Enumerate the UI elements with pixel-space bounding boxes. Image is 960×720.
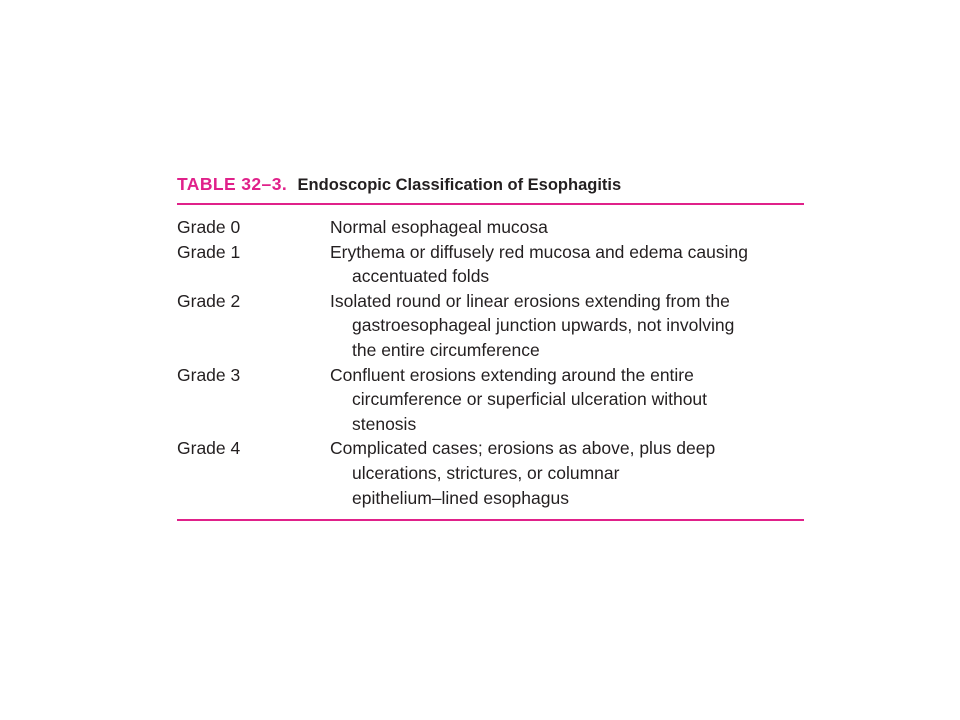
grade-cell: Grade 2 — [177, 290, 241, 311]
description-line: Erythema or diffusely red mucosa and edema causing — [330, 241, 748, 262]
table-label: TABLE 32–3. — [177, 174, 288, 194]
description-line: the entire circumference — [352, 339, 540, 360]
grade-cell: Grade 1 — [177, 241, 241, 262]
table-row — [177, 363, 804, 437]
table-body — [177, 205, 804, 519]
table-title: Endoscopic Classification of Esophagitis — [297, 176, 622, 194]
description-cell — [330, 240, 804, 289]
table-row — [177, 240, 804, 289]
description-cell — [330, 215, 804, 240]
grade-cell: Grade 3 — [177, 364, 241, 385]
description-line: Normal esophageal mucosa — [330, 217, 548, 237]
description-line: Isolated round or linear erosions extending from the — [330, 290, 730, 311]
description-line: ulcerations, strictures, or columnar — [352, 462, 620, 483]
table-row — [177, 215, 804, 240]
bottom-rule — [177, 519, 804, 521]
description-line: gastroesophageal junction upwards, not involving — [352, 315, 735, 336]
description-line: circumference or superficial ulceration without — [352, 389, 708, 410]
description-cell — [330, 289, 804, 363]
description-line: epithelium–lined esophagus — [352, 487, 569, 508]
description-cell — [330, 436, 804, 510]
table-caption — [177, 170, 804, 203]
description-line: Complicated cases; erosions as above, plus deep — [330, 438, 716, 459]
description-line: Confluent erosions extending around the entire — [330, 364, 694, 385]
classification-table — [177, 170, 804, 521]
description-line: stenosis — [352, 413, 417, 434]
table-row — [177, 436, 804, 510]
grade-cell: Grade 0 — [177, 217, 241, 237]
description-line: accentuated folds — [352, 266, 490, 287]
table-row — [177, 289, 804, 363]
grade-cell: Grade 4 — [177, 438, 241, 459]
description-cell — [330, 363, 804, 437]
